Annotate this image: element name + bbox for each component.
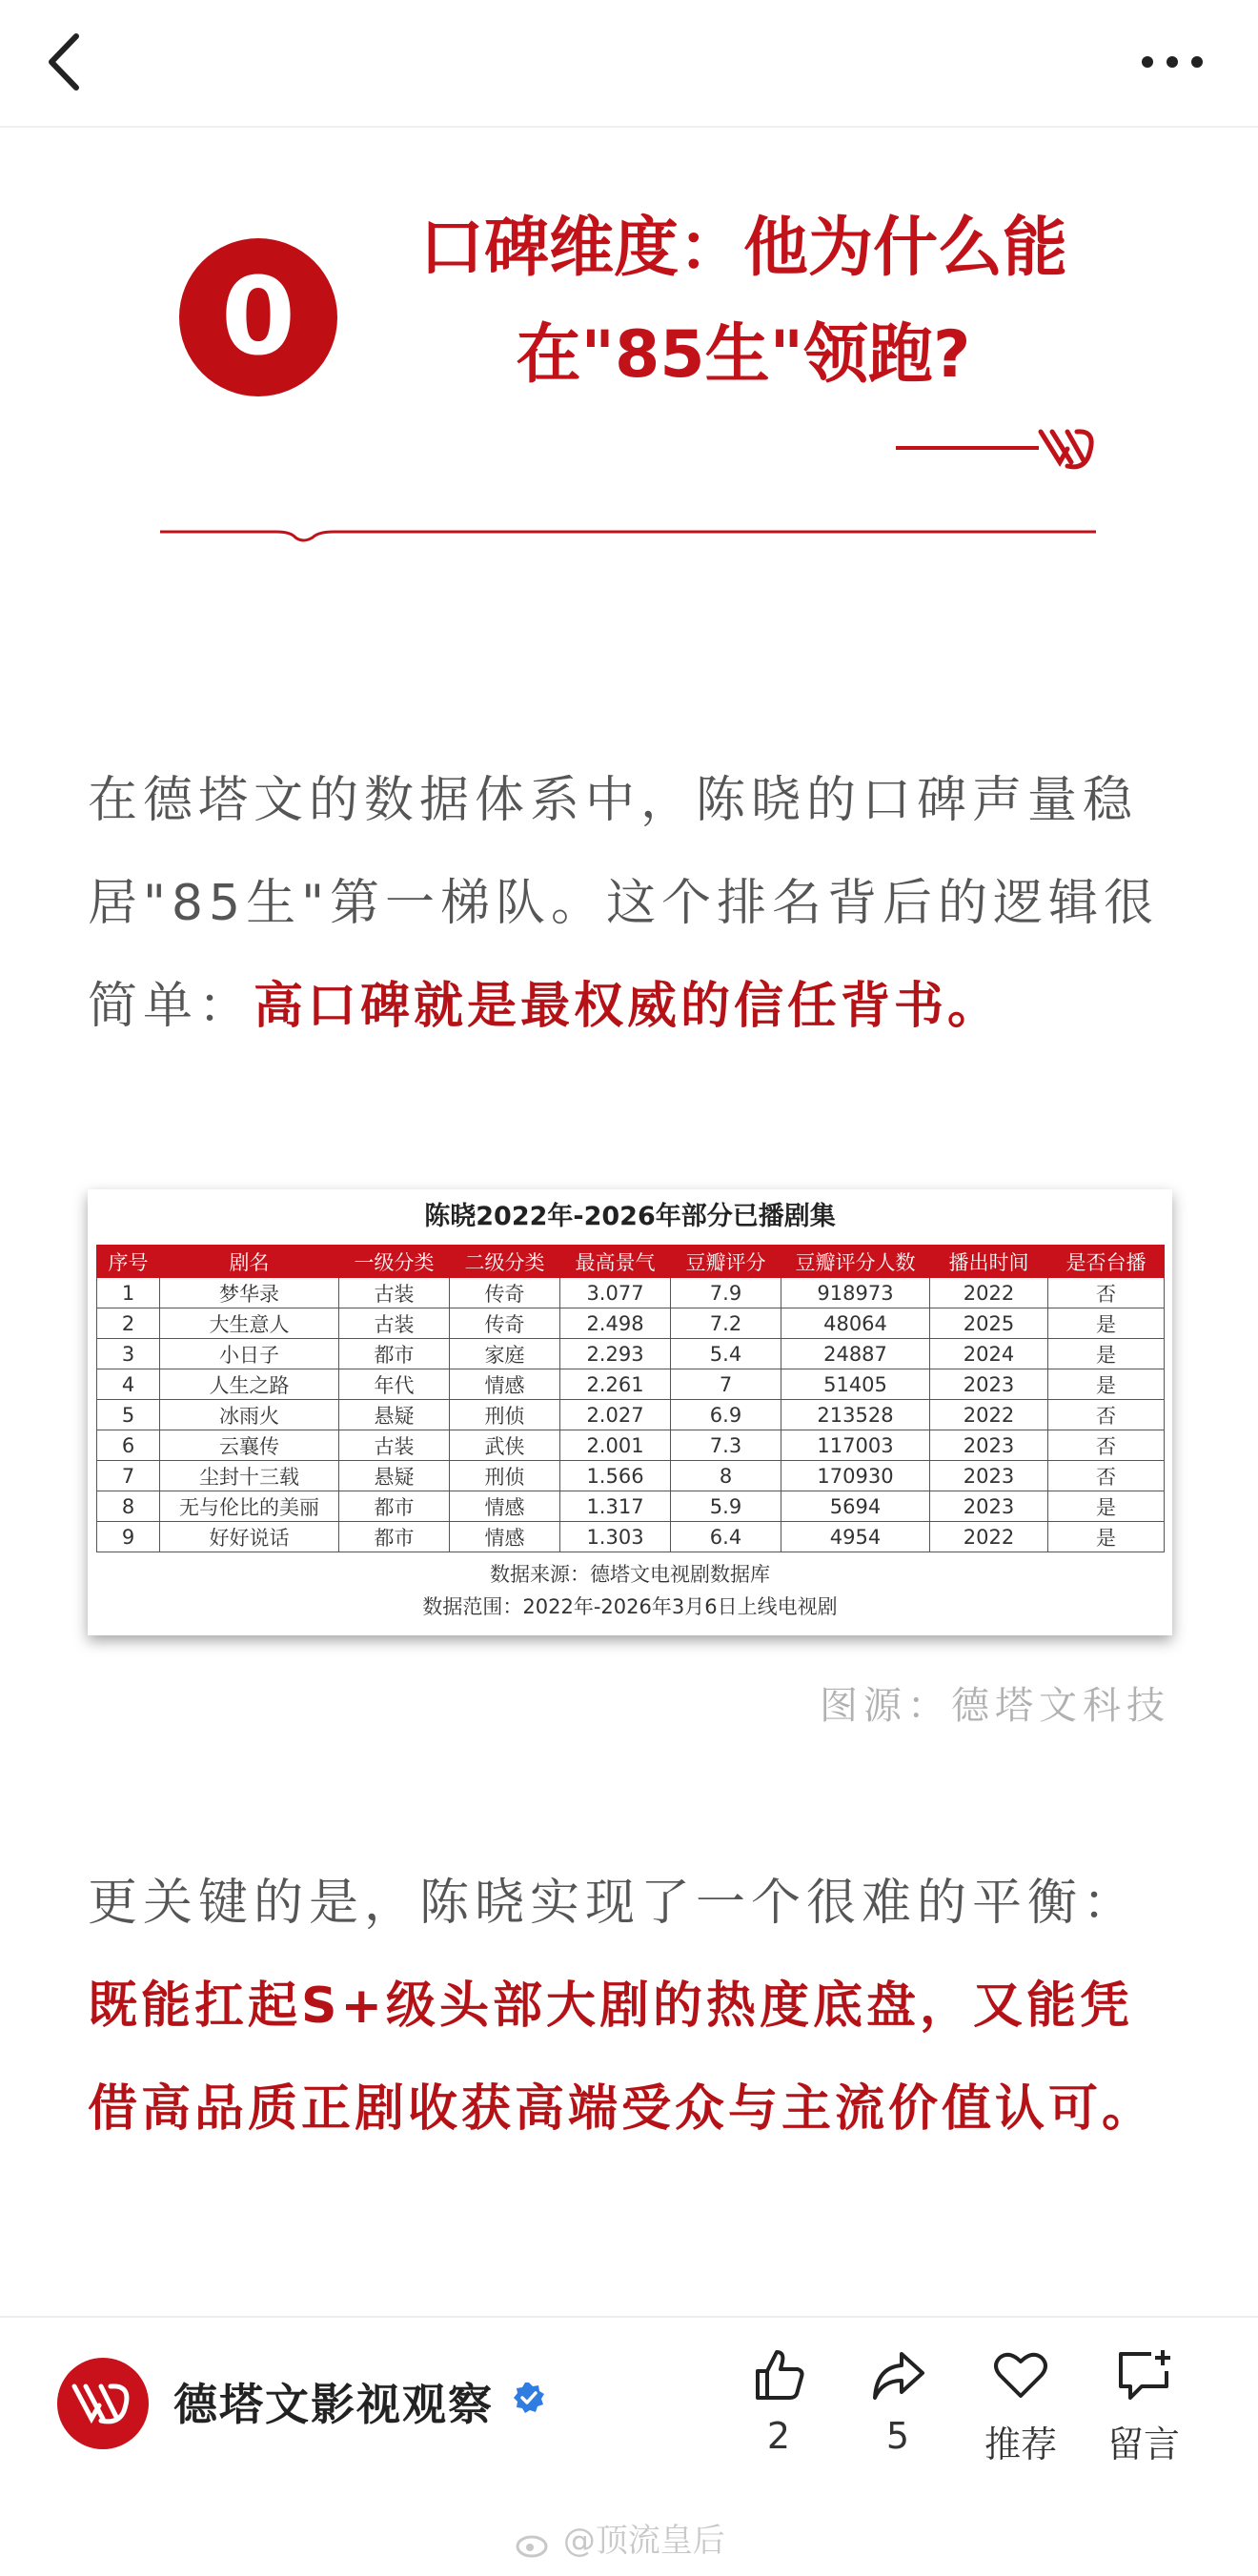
weibo-icon — [515, 2527, 553, 2558]
table-cell: 2023 — [930, 1430, 1048, 1461]
table-cell: 213528 — [781, 1400, 930, 1430]
section-number-badge: 0 — [179, 238, 337, 396]
table-cell: 2 — [97, 1308, 160, 1339]
table-cell: 小日子 — [160, 1339, 339, 1369]
table-cell: 6 — [97, 1430, 160, 1461]
table-cell: 家庭 — [450, 1339, 560, 1369]
account-name[interactable]: 德塔文影视观察 — [173, 2379, 494, 2430]
table-cell: 2023 — [930, 1461, 1048, 1491]
table-header-cell: 二级分类 — [450, 1246, 560, 1278]
table-cell: 2022 — [930, 1278, 1048, 1308]
drama-table-image — [88, 1189, 1172, 1635]
table-cell: 2024 — [930, 1339, 1048, 1369]
table-header-row — [97, 1246, 1165, 1278]
table-cell: 否 — [1048, 1461, 1165, 1491]
table-header-cell: 播出时间 — [930, 1246, 1048, 1278]
table-range: 数据范围：2022年-2026年3月6日上线电视剧 — [422, 1595, 838, 1618]
table-cell: 7 — [671, 1369, 781, 1400]
table-row — [97, 1461, 1165, 1491]
table-cell: 好好说话 — [160, 1522, 339, 1552]
like-button[interactable] — [726, 2346, 831, 2457]
table-cell: 1.566 — [560, 1461, 671, 1491]
table-cell: 武侠 — [450, 1430, 560, 1461]
table-cell: 7.2 — [671, 1308, 781, 1339]
intro-paragraph — [88, 749, 1174, 1058]
drama-table — [96, 1245, 1165, 1552]
comment-label: 留言 — [1106, 2424, 1180, 2465]
table-cell: 无与伦比的美丽 — [160, 1491, 339, 1522]
watermark — [515, 2514, 725, 2561]
chevron-left-icon — [38, 29, 95, 95]
table-cell: 年代 — [339, 1369, 450, 1400]
table-cell: 大生意人 — [160, 1308, 339, 1339]
share-arrow-icon — [869, 2346, 926, 2404]
table-cell: 否 — [1048, 1400, 1165, 1430]
table-cell: 4 — [97, 1369, 160, 1400]
table-cell: 古装 — [339, 1308, 450, 1339]
table-cell: 刑侦 — [450, 1400, 560, 1430]
table-cell: 都市 — [339, 1491, 450, 1522]
table-cell: 古装 — [339, 1278, 450, 1308]
comment-add-icon — [1113, 2346, 1174, 2404]
table-header-cell: 是否台播 — [1048, 1246, 1165, 1278]
table-cell: 2022 — [930, 1522, 1048, 1552]
table-cell: 7 — [97, 1461, 160, 1491]
top-nav-bar — [0, 0, 1258, 128]
table-cell: 传奇 — [450, 1278, 560, 1308]
table-cell: 117003 — [781, 1430, 930, 1461]
table-header-cell: 序号 — [97, 1246, 160, 1278]
table-cell: 古装 — [339, 1430, 450, 1461]
table-cell: 4954 — [781, 1522, 930, 1552]
table-source: 数据来源：德塔文电视剧数据库 — [490, 1563, 770, 1586]
table-cell: 是 — [1048, 1339, 1165, 1369]
thumbs-up-icon — [750, 2346, 807, 2404]
more-button[interactable] — [1134, 38, 1210, 86]
table-cell: 2.001 — [560, 1430, 671, 1461]
heart-icon — [992, 2346, 1049, 2404]
table-cell: 6.4 — [671, 1522, 781, 1552]
back-button[interactable] — [38, 29, 95, 95]
table-cell: 51405 — [781, 1369, 930, 1400]
brand-logo-icon — [57, 2358, 149, 2449]
share-count: 5 — [885, 2415, 910, 2457]
table-cell: 否 — [1048, 1430, 1165, 1461]
more-horizontal-icon — [1134, 38, 1210, 86]
table-cell: 尘封十三载 — [160, 1461, 339, 1491]
conclusion-paragraph — [88, 1852, 1174, 2160]
table-cell: 2023 — [930, 1369, 1048, 1400]
account-avatar[interactable] — [57, 2358, 149, 2449]
table-cell: 2.498 — [560, 1308, 671, 1339]
table-cell: 5694 — [781, 1491, 930, 1522]
table-cell: 7.9 — [671, 1278, 781, 1308]
table-cell: 2.261 — [560, 1369, 671, 1400]
table-cell: 8 — [671, 1461, 781, 1491]
table-cell: 1.303 — [560, 1522, 671, 1552]
table-cell: 918973 — [781, 1278, 930, 1308]
comment-button[interactable] — [1091, 2346, 1196, 2467]
table-cell: 8 — [97, 1491, 160, 1522]
section-title-line2: 在"85生"领跑? — [516, 317, 971, 393]
table-header-cell: 最高景气 — [560, 1246, 671, 1278]
table-cell: 都市 — [339, 1522, 450, 1552]
intro-text: 在德塔文的数据体系中，陈晓的口碑声量稳居"85生"第一梯队。这个排名背后的逻辑很简单： — [88, 772, 1160, 1035]
share-button[interactable] — [845, 2346, 950, 2457]
table-cell: 是 — [1048, 1522, 1165, 1552]
conclusion-highlight: 既能扛起S+级头部大剧的热度底盘，又能凭借高品质正剧收获高端受众与主流价值认可。 — [88, 1978, 1156, 2138]
conclusion-text: 更关键的是，陈晓实现了一个很难的平衡： — [88, 1875, 1139, 1932]
watermark-text: @顶流皇后 — [562, 2522, 725, 2560]
table-cell: 情感 — [450, 1369, 560, 1400]
like-count: 2 — [766, 2415, 791, 2457]
table-row — [97, 1430, 1165, 1461]
table-cell: 7.3 — [671, 1430, 781, 1461]
table-cell: 3 — [97, 1339, 160, 1369]
table-row — [97, 1278, 1165, 1308]
table-cell: 170930 — [781, 1461, 930, 1491]
table-cell: 梦华录 — [160, 1278, 339, 1308]
table-cell: 悬疑 — [339, 1461, 450, 1491]
table-cell: 否 — [1048, 1278, 1165, 1308]
table-cell: 冰雨火 — [160, 1400, 339, 1430]
table-cell: 2022 — [930, 1400, 1048, 1430]
table-cell: 48064 — [781, 1308, 930, 1339]
table-header-cell: 一级分类 — [339, 1246, 450, 1278]
intro-highlight: 高口碑就是最权威的信任背书。 — [254, 978, 1002, 1035]
table-row — [97, 1491, 1165, 1522]
table-cell: 2025 — [930, 1308, 1048, 1339]
brand-logo-mark — [1041, 432, 1091, 467]
table-row — [97, 1339, 1165, 1369]
section-title-line1: 口碑维度：他为什么能 — [418, 211, 1067, 286]
table-cell: 人生之路 — [160, 1369, 339, 1400]
table-cell: 是 — [1048, 1308, 1165, 1339]
table-cell: 云襄传 — [160, 1430, 339, 1461]
table-cell: 5.4 — [671, 1339, 781, 1369]
table-cell: 6.9 — [671, 1400, 781, 1430]
table-cell: 5.9 — [671, 1491, 781, 1522]
table-title: 陈晓2022年-2026年部分已播剧集 — [424, 1202, 836, 1231]
image-caption: 图源：德塔文科技 — [820, 1684, 1170, 1728]
section-title — [362, 195, 1125, 409]
table-row — [97, 1522, 1165, 1552]
table-row — [97, 1308, 1165, 1339]
table-cell: 3.077 — [560, 1278, 671, 1308]
table-cell: 是 — [1048, 1369, 1165, 1400]
table-row — [97, 1369, 1165, 1400]
table-cell: 都市 — [339, 1339, 450, 1369]
recommend-button[interactable] — [968, 2346, 1073, 2467]
table-cell: 2023 — [930, 1491, 1048, 1522]
recommend-label: 推荐 — [984, 2424, 1057, 2465]
table-cell: 9 — [97, 1522, 160, 1552]
table-header-cell: 豆瓣评分人数 — [781, 1246, 930, 1278]
table-cell: 刑侦 — [450, 1461, 560, 1491]
table-cell: 1 — [97, 1278, 160, 1308]
table-cell: 是 — [1048, 1491, 1165, 1522]
verified-badge-icon — [512, 2381, 546, 2415]
table-header-cell: 剧名 — [160, 1246, 339, 1278]
table-cell: 情感 — [450, 1522, 560, 1552]
table-row — [97, 1400, 1165, 1430]
table-cell: 1.317 — [560, 1491, 671, 1522]
section-divider-decoration — [152, 410, 1115, 553]
table-header-cell: 豆瓣评分 — [671, 1246, 781, 1278]
table-cell: 传奇 — [450, 1308, 560, 1339]
table-cell: 5 — [97, 1400, 160, 1430]
table-cell: 2.293 — [560, 1339, 671, 1369]
table-cell: 情感 — [450, 1491, 560, 1522]
table-cell: 24887 — [781, 1339, 930, 1369]
table-cell: 悬疑 — [339, 1400, 450, 1430]
table-cell: 2.027 — [560, 1400, 671, 1430]
